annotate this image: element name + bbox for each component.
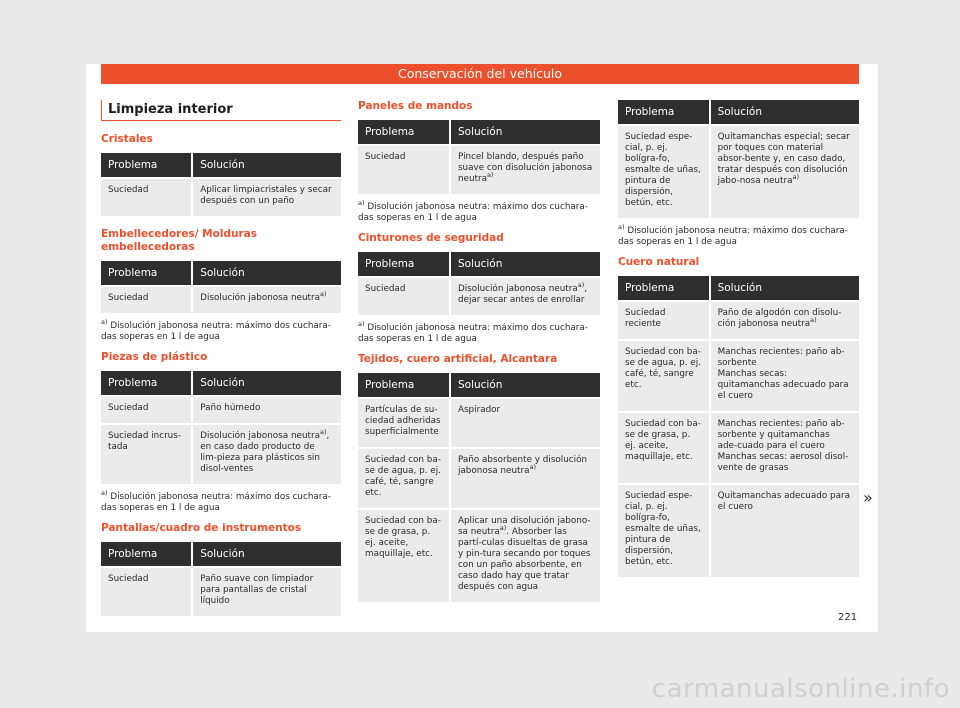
table-row: [101, 567, 341, 616]
solution-cell: [192, 424, 341, 484]
solution-cell: [192, 286, 341, 313]
solution-cell: Quitamanchas adecuado para el cuero: [710, 484, 859, 577]
section-title-embellecedores: Embellecedores/ Molduras embellecedoras: [101, 228, 257, 253]
column-header-solution: Solución: [450, 120, 600, 145]
footnote-mark: a): [618, 223, 625, 232]
footnote-text: Disolución jabonosa neutra: máximo dos cuchara-das soperas en 1 l de agua: [358, 202, 588, 223]
watermark: carmanualsonline.info: [651, 674, 950, 704]
section-title-cinturones: Cinturones de seguridad: [358, 232, 504, 244]
column-header-solution: Solución: [710, 100, 859, 125]
column-header-problem: Problema: [358, 373, 450, 398]
solution-cell: [450, 509, 600, 602]
footnote-mark: a): [101, 318, 108, 327]
solution-cell: Paño húmedo: [192, 396, 341, 424]
footnote-mark: a): [101, 489, 108, 498]
table-row: [358, 277, 600, 315]
solution-text: Paño de algodón con disolu-ción jabonosa neutra: [717, 308, 842, 329]
column-header-solution: Solución: [192, 542, 341, 567]
footnote-mark: a): [319, 290, 327, 299]
solution-text: Disolución jabonosa neutra: [200, 431, 320, 441]
solution-text: Disolución jabonosa neutra: [457, 284, 578, 294]
column-header-problem: Problema: [101, 542, 192, 567]
page-number: 221: [838, 612, 858, 623]
solution-line: Manchas recientes: paño ab-sorbente y quitamanchas ade-cuado para el cuero: [717, 419, 845, 451]
chapter-header: Conservación del vehículo: [101, 64, 859, 84]
column-header-problem: Problema: [358, 120, 450, 145]
problem-cell: Suciedad con ba-se de agua, p. ej. café, té, sangre etc.: [618, 340, 710, 412]
table-paneles: [358, 120, 600, 194]
footnote-text: Disolución jabonosa neutra: máximo dos cuchara-das soperas en 1 l de agua: [101, 321, 331, 342]
column-header-solution: Solución: [192, 153, 341, 178]
column-header-solution: Solución: [450, 373, 600, 398]
table-row: [618, 412, 859, 484]
problem-cell: Suciedad: [101, 286, 192, 313]
solution-cell: [710, 301, 859, 340]
table-plastico: [101, 371, 341, 484]
footnote-mark: a): [577, 281, 585, 290]
table-pantallas: [101, 542, 341, 616]
column-header-problem: Problema: [358, 252, 450, 277]
solution-text-cont: . Absorber las partí-culas disueltas de grasa y pin-tura secando por toques con un paño absorbente, en caso dado hay que tratar después con agua: [457, 527, 591, 592]
column-header-solution: Solución: [710, 276, 859, 301]
footnote-text: Disolución jabonosa neutra: máximo dos cuchara-das soperas en 1 l de agua: [101, 492, 331, 513]
footnote-text: Disolución jabonosa neutra: máximo dos cuchara-das soperas en 1 l de agua: [358, 323, 588, 344]
table-row: [101, 424, 341, 484]
solution-line: Manchas secas: quitamanchas adecuado para el cuero: [717, 369, 849, 401]
table-row: [618, 484, 859, 577]
table-row: [358, 398, 600, 448]
problem-cell: Suciedad con ba-se de grasa, p. ej. aceite, maquillaje, etc.: [618, 412, 710, 484]
footnote: [101, 318, 341, 343]
solution-text: Paño absorbente y disolución jabonosa neutra: [457, 455, 588, 476]
continue-icon: »: [863, 488, 873, 507]
section-title-paneles: Paneles de mandos: [358, 100, 473, 112]
page-title: Limpieza interior: [101, 100, 341, 121]
table-cuero: [618, 276, 859, 577]
solution-text: Aplicar una disolución jabono-sa neutra: [457, 516, 591, 537]
problem-cell: Partículas de su-ciedad adheridas superficialmente: [358, 398, 450, 448]
problem-cell: Suciedad: [358, 145, 450, 194]
table-cristales: [101, 153, 341, 216]
footnote-mark: a): [529, 463, 537, 472]
table-row: [358, 448, 600, 509]
column-header-solution: Solución: [192, 261, 341, 286]
problem-cell: Suciedad espe-cial, p. ej. bolígra-fo, esmalte de uñas, pintura de dispersión, betún, etc.: [618, 484, 710, 577]
section-title-cristales: Cristales: [101, 133, 153, 145]
footnote-mark: a): [792, 173, 799, 182]
column-right: [618, 100, 859, 577]
column-header-problem: Problema: [101, 153, 192, 178]
solution-cell: [710, 340, 859, 412]
table-row: [618, 340, 859, 412]
solution-cell: [450, 145, 600, 194]
section-title-plastico: Piezas de plástico: [101, 351, 208, 363]
column-header-problem: Problema: [101, 261, 192, 286]
table-row: [358, 145, 600, 194]
table-manchas-especiales: [618, 100, 859, 218]
solution-cell: Aspirador: [450, 398, 600, 448]
problem-cell: Suciedad con ba-se de agua, p. ej. café, té, sangre etc.: [358, 448, 450, 509]
solution-text: Disolución jabonosa neutra: [200, 293, 320, 303]
column-header-solution: Solución: [192, 371, 341, 396]
solution-text-cont: , dejar secar antes de enrollar: [457, 284, 588, 305]
table-row: [101, 396, 341, 424]
table-row: [101, 286, 341, 313]
problem-cell: Suciedad incrus-tada: [101, 424, 192, 484]
solution-cell: [450, 448, 600, 509]
footnote-mark: a): [319, 428, 327, 437]
footnote-mark: a): [499, 524, 507, 533]
solution-cell: [710, 412, 859, 484]
problem-cell: Suciedad: [101, 567, 192, 616]
footnote: [358, 320, 600, 345]
problem-cell: Suciedad: [101, 396, 192, 424]
footnote-mark: a): [810, 316, 817, 325]
column-header-solution: Solución: [450, 252, 600, 277]
footnote-mark: a): [486, 171, 494, 180]
table-tejidos: [358, 373, 600, 602]
table-row: [101, 178, 341, 216]
table-row: [358, 509, 600, 602]
footnote: [101, 489, 341, 514]
table-row: [618, 301, 859, 340]
footnote-text: Disolución jabonosa neutra: máximo dos cuchara-das soperas en 1 l de agua: [618, 226, 848, 247]
column-header-problem: Problema: [101, 371, 192, 396]
problem-cell: Suciedad reciente: [618, 301, 710, 340]
solution-cell: Aplicar limpiacristales y secar después con un paño: [192, 178, 341, 216]
column-middle: [358, 100, 600, 602]
section-title-cuero: Cuero natural: [618, 256, 700, 268]
table-cinturones: [358, 252, 600, 315]
solution-cell: Paño suave con limpiador para pantallas de cristal líquido: [192, 567, 341, 616]
footnote: [358, 199, 600, 224]
footnote-mark: a): [358, 199, 365, 208]
solution-cell: [710, 125, 859, 218]
column-left: [101, 100, 341, 616]
table-row: [618, 125, 859, 218]
solution-text-cont: , en caso dado producto de lim-pieza para plásticos sin disol-ventes: [200, 431, 330, 474]
table-embellecedores: [101, 261, 341, 313]
problem-cell: Suciedad: [101, 178, 192, 216]
column-header-problem: Problema: [618, 100, 710, 125]
column-header-problem: Problema: [618, 276, 710, 301]
problem-cell: Suciedad espe-cial, p. ej. bolígra-fo, esmalte de uñas, pintura de dispersión, betún, etc.: [618, 125, 710, 218]
solution-text: Pincel blando, después paño suave con disolución jabonosa neutra: [457, 152, 593, 184]
footnote: [618, 223, 859, 248]
solution-cell: [450, 277, 600, 315]
footnote-mark: a): [358, 320, 365, 329]
solution-line: Manchas secas: aerosol disol-vente de grasas: [717, 452, 849, 473]
solution-line: Manchas recientes: paño ab-sorbente: [717, 347, 845, 368]
problem-cell: Suciedad: [358, 277, 450, 315]
problem-cell: Suciedad con ba-se de grasa, p. ej. aceite, maquillaje, etc.: [358, 509, 450, 602]
solution-text: Quitamanchas especial; secar por toques con material absor-bente y, en caso dado, tratar después con disolución jabo-nosa neutra: [717, 132, 850, 186]
section-title-pantallas: Pantallas/cuadro de instrumentos: [101, 522, 302, 534]
section-title-tejidos: Tejidos, cuero artificial, Alcantara: [358, 353, 558, 365]
